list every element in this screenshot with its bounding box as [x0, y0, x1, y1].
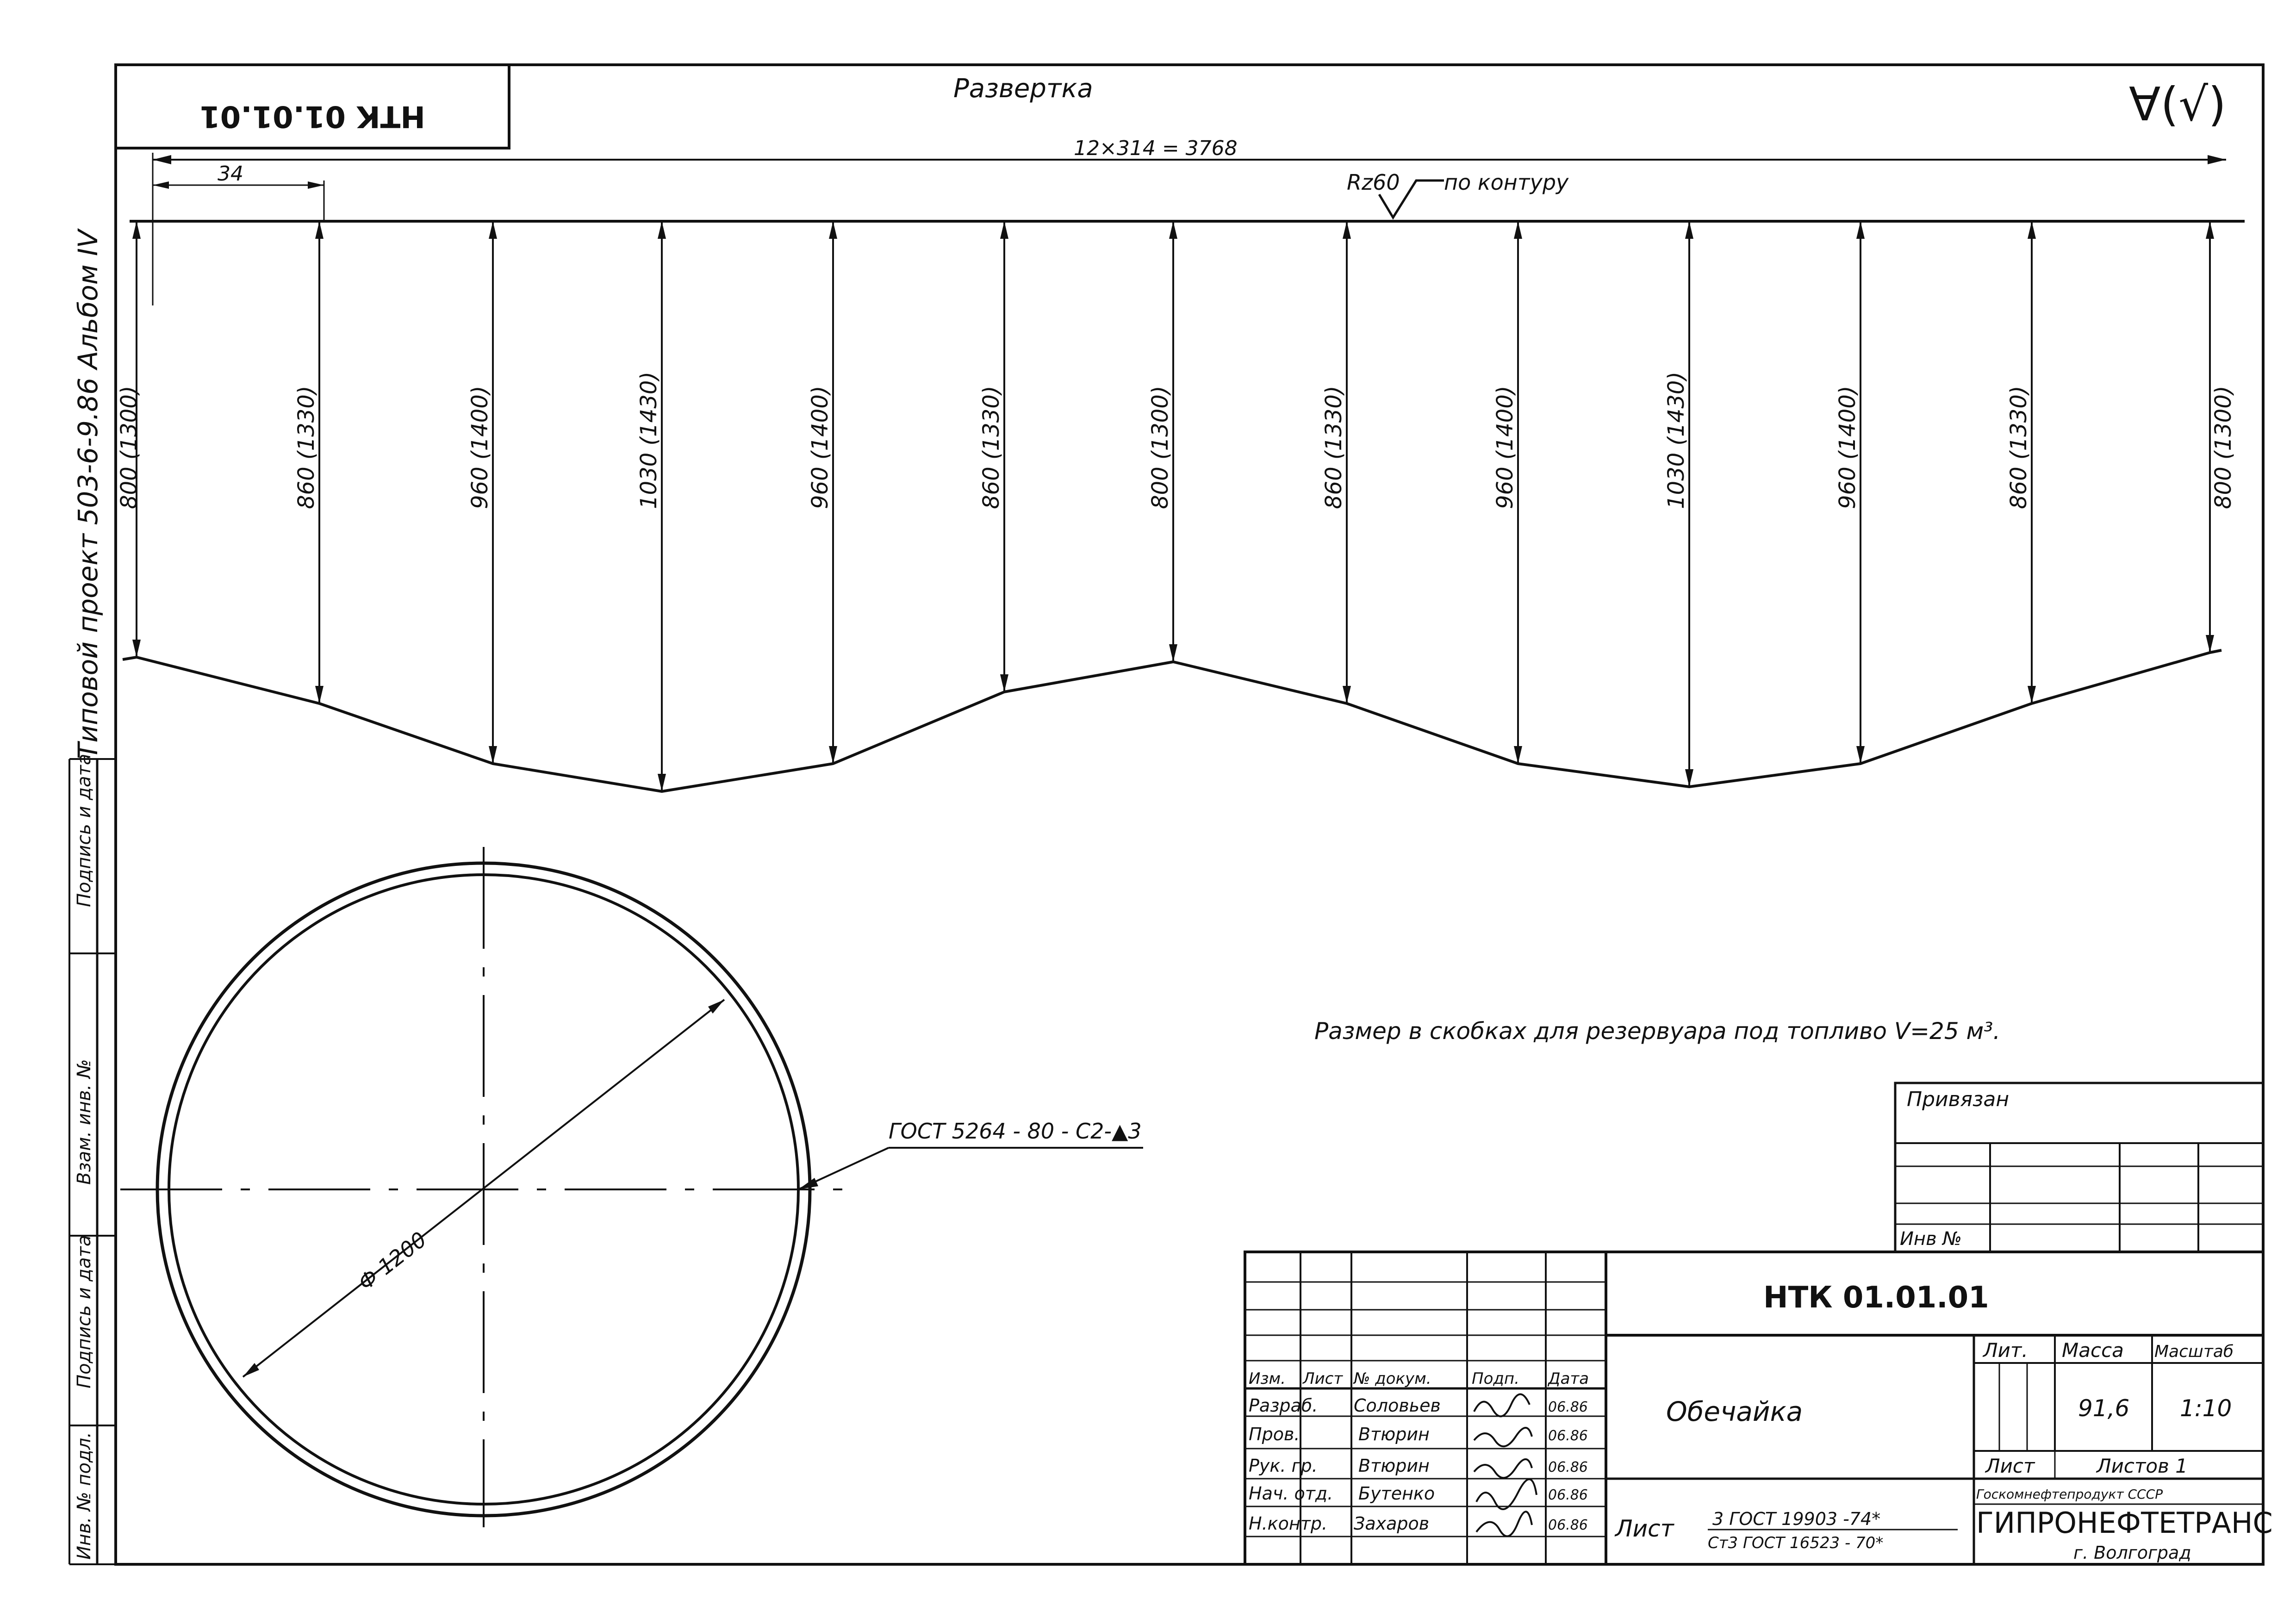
roughness-suffix: по контуру [1444, 170, 1569, 195]
note-text: Размер в скобках для резервуара под топливо V=25 м³. [1314, 1018, 2001, 1045]
height-label: 800 (1300) [2210, 386, 2236, 509]
arrowhead-top [489, 221, 497, 239]
height-label: 860 (1330) [978, 386, 1004, 509]
arrowhead-bottom [1169, 644, 1177, 662]
height-label: 960 (1400) [807, 386, 833, 509]
sheet-frame [116, 65, 2263, 1564]
code-mirrored: НТК 01.01.01 [199, 99, 425, 133]
arrowhead-top [829, 221, 837, 239]
mass-label: Масса [2062, 1339, 2124, 1362]
role-1: Разраб. [1249, 1395, 1318, 1416]
small-dimension: 34 [218, 162, 243, 186]
arrowhead-top [1856, 221, 1865, 239]
side-project-text: Типовой проект 503-6-9.86 Альбом IV [72, 230, 104, 759]
hdr-sign: Подп. [1472, 1369, 1519, 1388]
height-label: 860 (1330) [293, 386, 319, 509]
name-1: Соловьев [1354, 1395, 1441, 1416]
part-name: Обечайка [1666, 1396, 1803, 1427]
development-title: Развертка [953, 74, 1093, 104]
diameter-label: Ф 1200 [353, 1226, 431, 1295]
development-lines [116, 221, 2236, 791]
overall-dimension: 12×314 = 3768 [1074, 137, 1238, 160]
org-top: Госкомнефтепродукт СССР [1976, 1487, 2163, 1502]
privyazan-block [1895, 1083, 2263, 1252]
role-4: Нач. отд. [1249, 1483, 1333, 1504]
roughness-note: Rz60 [1347, 170, 1400, 195]
height-label: 800 (1300) [116, 386, 142, 509]
hdr-izm: Изм. [1249, 1369, 1286, 1388]
arrowhead-top [2028, 221, 2036, 239]
privyazan-title: Привязан [1907, 1088, 2010, 1111]
height-label: 960 (1400) [1492, 386, 1518, 509]
hdr-doc: № докум. [1354, 1369, 1431, 1388]
name-3: Втюрин [1358, 1456, 1430, 1476]
height-label: 960 (1400) [467, 386, 493, 509]
sheets-label: Листов 1 [2097, 1455, 2188, 1477]
date-3: 06.86 [1548, 1459, 1588, 1475]
arrowhead-top [1514, 221, 1522, 239]
mass-value: 91,6 [2078, 1395, 2130, 1422]
side-cell-4: Инв. № подл. [74, 1432, 95, 1560]
date-1: 06.86 [1548, 1399, 1588, 1415]
org-name: ГИПРОНЕФТЕТРАНС [1976, 1506, 2273, 1540]
doc-code: НТК 01.01.01 [1763, 1281, 1989, 1315]
name-2: Втюрин [1358, 1424, 1430, 1444]
material-prefix: Лист [1615, 1515, 1674, 1542]
arrowhead-bottom [2028, 686, 2036, 703]
height-label: 1030 (1430) [1663, 371, 1689, 509]
name-5: Захаров [1354, 1513, 1430, 1534]
arrowhead-top [658, 221, 666, 239]
height-label: 800 (1300) [1147, 386, 1173, 509]
lit-label: Лит. [1983, 1339, 2028, 1362]
material-top: 3 ГОСТ 19903 -74* [1712, 1509, 1881, 1529]
arrowhead-top [1343, 221, 1351, 239]
arrowhead-bottom [1856, 746, 1865, 764]
height-label: 860 (1330) [2006, 386, 2032, 509]
date-2: 06.86 [1548, 1428, 1588, 1444]
name-4: Бутенко [1358, 1483, 1435, 1504]
material-bottom: Ст3 ГОСТ 16523 - 70* [1708, 1534, 1884, 1552]
roughness-symbol: ∀(√) [2129, 77, 2227, 131]
arrowhead-top [132, 221, 141, 239]
title-block [1245, 1252, 2273, 1564]
side-cell-3: Подпись и дата [74, 1235, 95, 1388]
arrowhead-bottom [658, 774, 666, 791]
hdr-list: Лист [1303, 1369, 1343, 1388]
side-cell-2: Взам. инв. № [74, 1059, 95, 1185]
date-5: 06.86 [1548, 1517, 1588, 1533]
role-3: Рук. гр. [1249, 1456, 1318, 1476]
development-contour [123, 650, 2221, 791]
height-label: 960 (1400) [1835, 386, 1860, 509]
weld-label: ГОСТ 5264 - 80 - С2-▲3 [889, 1119, 1142, 1144]
side-cell-1: Подпись и дата [74, 753, 95, 907]
date-4: 06.86 [1548, 1487, 1588, 1503]
inv-label: Инв № [1900, 1228, 1962, 1250]
arrowhead-bottom [1000, 674, 1008, 692]
arrowhead-top [1685, 221, 1693, 239]
arrowhead-bottom [2206, 635, 2214, 653]
arrowhead-top [1000, 221, 1008, 239]
arrowhead-bottom [1343, 686, 1351, 703]
height-label: 1030 (1430) [636, 371, 662, 509]
scale-value: 1:10 [2180, 1395, 2232, 1422]
arrowhead-bottom [1685, 769, 1693, 787]
role-2: Пров. [1249, 1424, 1300, 1444]
arrowhead-bottom [489, 746, 497, 764]
circle-view [120, 847, 1143, 1527]
arrowhead-top [2206, 221, 2214, 239]
arrowhead-top [315, 221, 324, 239]
arrowhead-bottom [315, 686, 324, 703]
org-city: г. Волгоград [2073, 1543, 2191, 1563]
sheet-label: Лист [1985, 1455, 2035, 1477]
scale-label: Масштаб [2154, 1342, 2234, 1361]
arrowhead-bottom [132, 640, 141, 657]
height-label: 860 (1330) [1321, 386, 1347, 509]
arrowhead-bottom [1514, 746, 1522, 764]
role-5: Н.контр. [1249, 1513, 1328, 1534]
hdr-date: Дата [1548, 1369, 1589, 1388]
arrowhead-top [1169, 221, 1177, 239]
